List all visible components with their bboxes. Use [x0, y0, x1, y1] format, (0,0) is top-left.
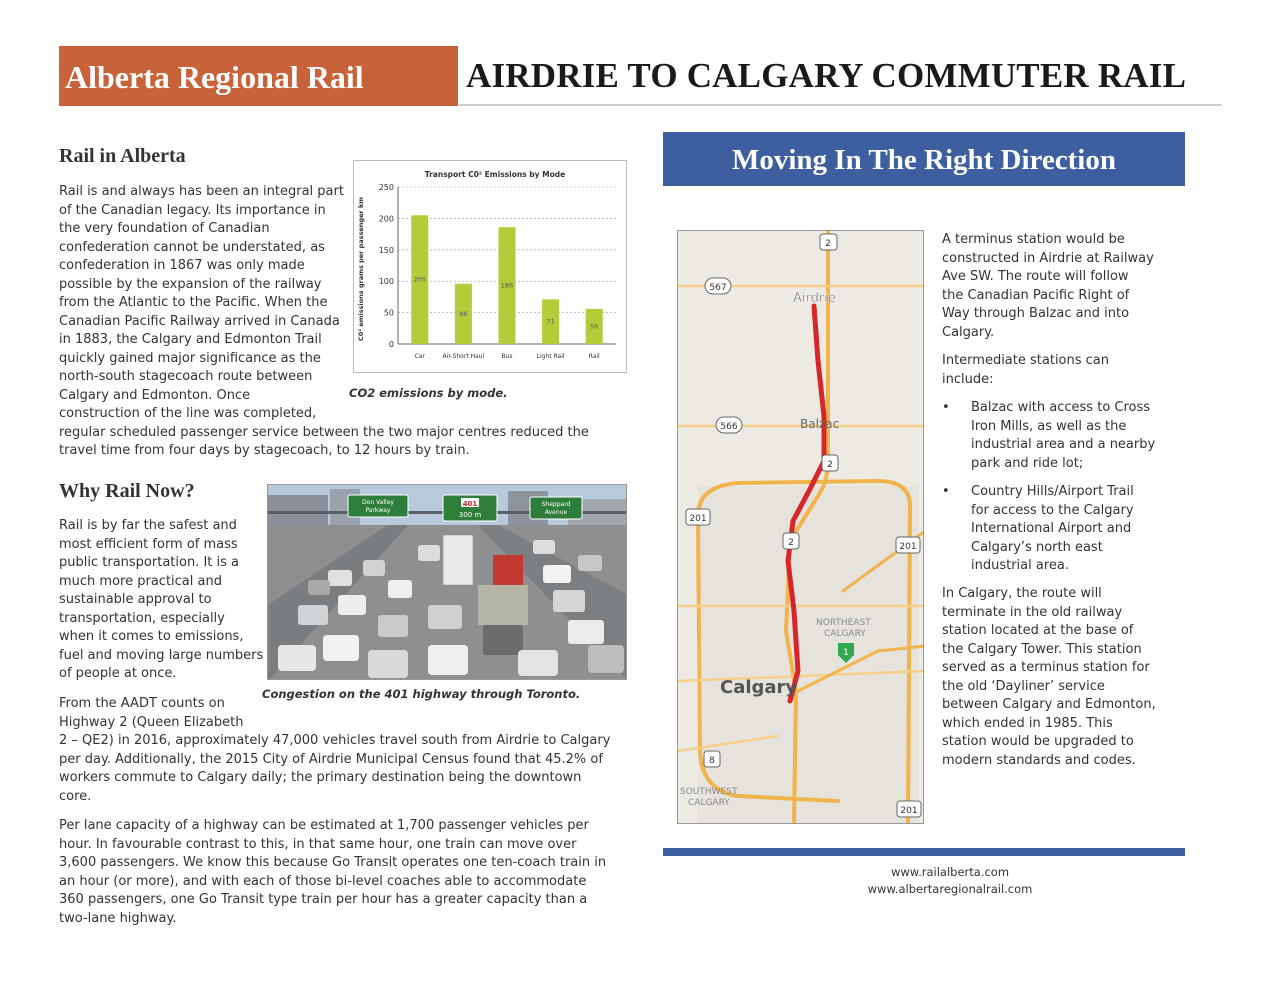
map-label-southwest-calgary: CALGARY	[688, 798, 730, 808]
text-line: 360 passengers, one Go Transit type train per hour has a greater capacity than a	[59, 892, 588, 907]
text-line: Calgary and Edmonton. Once	[59, 387, 251, 403]
sign-text: 401	[462, 500, 478, 508]
text-line: regular scheduled passenger service between the two major centres reduced the	[59, 424, 589, 440]
text-line: which ended in 1985. This	[942, 715, 1113, 731]
map-label-northeast: NORTHEAST	[816, 618, 871, 628]
map-label-southwest: SOUTHWEST	[680, 787, 738, 797]
text-line: confederation in 1867 was only made	[59, 258, 305, 273]
text-line: Balzac with access to Cross	[971, 400, 1151, 415]
text-line: two-lane highway.	[59, 910, 177, 926]
text-line: International Airport and	[971, 521, 1132, 536]
map-label-balzac: Balzac	[800, 417, 840, 431]
page-title: AIRDRIE TO CALGARY COMMUTER RAIL	[466, 56, 1187, 95]
text-line: per day. Additionally, the 2015 City of Airdrie Municipal Census found that 45.2% of	[59, 751, 603, 767]
text-line: core.	[59, 788, 92, 804]
chart-data-label: 56	[590, 322, 599, 331]
text-line: modern standards and codes.	[942, 752, 1136, 768]
header-divider	[459, 104, 1222, 106]
text-line: north-south stagecoach route between	[59, 369, 313, 384]
text-line: confederation cannot be understated, as	[59, 239, 325, 255]
station-bullet-balzac	[942, 399, 1167, 473]
text-line: fuel and moving large numbers	[59, 647, 264, 663]
text-line: 2 – QE2) in 2016, approximately 47,000 vehicles travel south from Airdrie to Calgary	[59, 733, 611, 748]
chart-data-label: 186	[500, 281, 514, 290]
chart-category-label: Bus	[501, 353, 513, 360]
chart-data-label: 96	[459, 309, 468, 318]
map-label-calgary: Calgary	[720, 677, 798, 698]
text-line: include:	[942, 371, 994, 387]
highway-shield: 1	[843, 648, 849, 658]
route-map	[677, 230, 924, 824]
highway-illustration	[268, 485, 627, 680]
text-line: Calgary.	[942, 324, 995, 340]
text-line: Intermediate stations can	[942, 353, 1110, 368]
sign-text: Don Valley	[362, 499, 394, 506]
chart-y-tick-label: 0	[388, 340, 394, 349]
chart-y-tick-label: 50	[383, 308, 394, 318]
text-line: travel time from four days by stagecoach, to 12 hours by train.	[59, 443, 470, 458]
map-label-northeast-calgary: CALGARY	[824, 629, 866, 639]
text-line: station would be upgraded to	[942, 734, 1134, 749]
text-line: from the Atlantic to the Pacific. When the	[59, 295, 328, 310]
section-heading-why-rail-now: Why Rail Now?	[59, 480, 195, 502]
text-line: the Calgary Tower. This station	[942, 641, 1142, 657]
text-line: terminate in the old railway	[942, 604, 1123, 620]
highway-shield: 567	[709, 283, 727, 293]
text-line: In Calgary, the route will	[942, 586, 1102, 601]
brand-banner	[59, 46, 458, 106]
why-rail-paragraph-2	[59, 695, 619, 806]
chart-data-label: 205	[413, 275, 427, 284]
text-line: Per lane capacity of a highway can be estimated at 1,700 passenger vehicles per	[59, 818, 589, 833]
text-line: Canadian Pacific Railway arrived in Canada	[59, 313, 340, 329]
text-line: of the Canadian legacy. Its importance in	[59, 202, 326, 218]
footer-links	[820, 864, 1080, 898]
moving-paragraph-2	[942, 352, 1167, 389]
emissions-chart-svg	[354, 161, 626, 372]
text-line: park and ride lot;	[971, 455, 1084, 471]
highway-shield: 201	[689, 514, 707, 524]
highway-shield: 201	[899, 542, 917, 552]
photo-caption: Congestion on the 401 highway through Toronto.	[262, 687, 581, 701]
highway-shield: 2	[825, 239, 831, 249]
highway-congestion-photo	[267, 484, 627, 680]
section-heading-rail-in-alberta: Rail in Alberta	[59, 145, 186, 167]
emissions-chart	[353, 160, 627, 373]
text-line: the Canadian Pacific Right of	[942, 287, 1130, 303]
chart-caption: CO2 emissions by mode.	[349, 386, 508, 400]
bullet-icon: •	[942, 400, 950, 415]
text-line: 3,600 passengers. We know this because Go Transit operates one ten-coach train in	[59, 855, 607, 870]
chart-title: Transport C0² Emissions by Mode	[424, 170, 566, 179]
text-line: Ave SW. The route will follow	[942, 269, 1129, 284]
text-line: in 1883, the Calgary and Edmonton Trail	[59, 332, 322, 347]
text-line: between Calgary and Edmonton,	[942, 697, 1156, 712]
chart-y-tick-label: 150	[378, 245, 394, 255]
text-line: From the AADT counts on	[59, 696, 225, 711]
link-railalberta[interactable]: www.railalberta.com	[890, 865, 1010, 879]
chart-category-label: Rail	[588, 353, 600, 360]
text-line: of people at once.	[59, 666, 177, 681]
text-line: transportation, especially	[59, 610, 225, 626]
moving-banner	[663, 132, 1185, 186]
text-line: Iron Mills, as well as the	[971, 418, 1127, 434]
sign-text: 300 m	[458, 511, 482, 519]
chart-y-tick-label: 250	[378, 183, 394, 192]
text-line: A terminus station would be	[942, 232, 1125, 247]
station-bullet-country-hills	[942, 483, 1167, 576]
text-line: workers commute to Calgary daily; the primary destination being the downtown	[59, 770, 582, 785]
highway-shield: 8	[709, 756, 715, 766]
brand-name: Alberta Regional Rail	[65, 59, 364, 95]
text-line: possible by the expansion of the railway	[59, 276, 322, 292]
footer-bar	[663, 848, 1185, 856]
why-rail-paragraph-3	[59, 817, 619, 928]
text-line: the old ‘Dayliner’ service	[942, 678, 1105, 694]
text-line: much more practical and	[59, 573, 222, 589]
text-line: Country Hills/Airport Trail	[971, 484, 1134, 499]
highway-shield: 566	[720, 422, 738, 432]
moving-heading: Moving In The Right Direction	[731, 144, 1116, 176]
text-line: quickly gained major significance as the	[59, 350, 321, 366]
sign-text: Parkway	[365, 507, 391, 514]
text-line: industrial area.	[971, 558, 1070, 573]
chart-category-label: Car	[414, 353, 425, 360]
text-line: an hour (or more), and with each of those bi-level coaches able to accommodate	[59, 873, 587, 889]
bullet-icon: •	[942, 484, 950, 499]
highway-shield: 2	[788, 538, 794, 548]
text-line: constructed in Airdrie at Railway	[942, 250, 1154, 266]
moving-paragraph-3	[942, 585, 1167, 770]
chart-y-tick-label: 200	[378, 214, 394, 224]
sign-text: Avenue	[544, 509, 568, 516]
chart-y-axis-label: C0² emissions grams per passenger km	[357, 196, 365, 342]
text-line: most efficient form of mass	[59, 536, 238, 552]
highway-shield: 201	[900, 806, 918, 816]
text-line: Calgary’s north east	[971, 539, 1103, 555]
chart-data-label: 71	[546, 317, 555, 326]
text-line: served as a terminus station for	[942, 660, 1150, 675]
chart-category-label: Light Rail	[536, 353, 565, 360]
moving-paragraph-1	[942, 231, 1167, 342]
route-map-svg	[678, 231, 924, 824]
text-line: construction of the line was completed,	[59, 406, 317, 421]
chart-y-tick-label: 100	[378, 277, 394, 287]
text-line: when it comes to emissions,	[59, 629, 244, 644]
map-label-airdrie: Airdrie	[793, 291, 836, 306]
text-line: Rail is by far the safest and	[59, 518, 237, 533]
text-line: Rail is and always has been an integral part	[59, 184, 344, 199]
text-line: sustainable approval to	[59, 592, 212, 607]
text-line: the very foundation of Canadian	[59, 221, 270, 236]
why-rail-paragraph-1	[59, 517, 264, 684]
text-line: Way through Balzac and into	[942, 306, 1130, 321]
text-line: industrial area and a nearby	[971, 437, 1156, 452]
text-line: station located at the base of	[942, 623, 1134, 638]
text-line: public transportation. It is a	[59, 555, 239, 570]
text-line: hour. In favourable contrast to this, in that same hour, one train can move over	[59, 836, 577, 852]
text-line: for access to the Calgary	[971, 502, 1134, 518]
link-albertaregionalrail[interactable]: www.albertaregionalrail.com	[867, 882, 1033, 896]
text-line: Highway 2 (Queen Elizabeth	[59, 714, 244, 730]
sign-text: Sheppard	[541, 501, 571, 508]
highway-shield: 2	[827, 460, 833, 470]
chart-category-label: Air-Short Haul	[442, 353, 485, 360]
